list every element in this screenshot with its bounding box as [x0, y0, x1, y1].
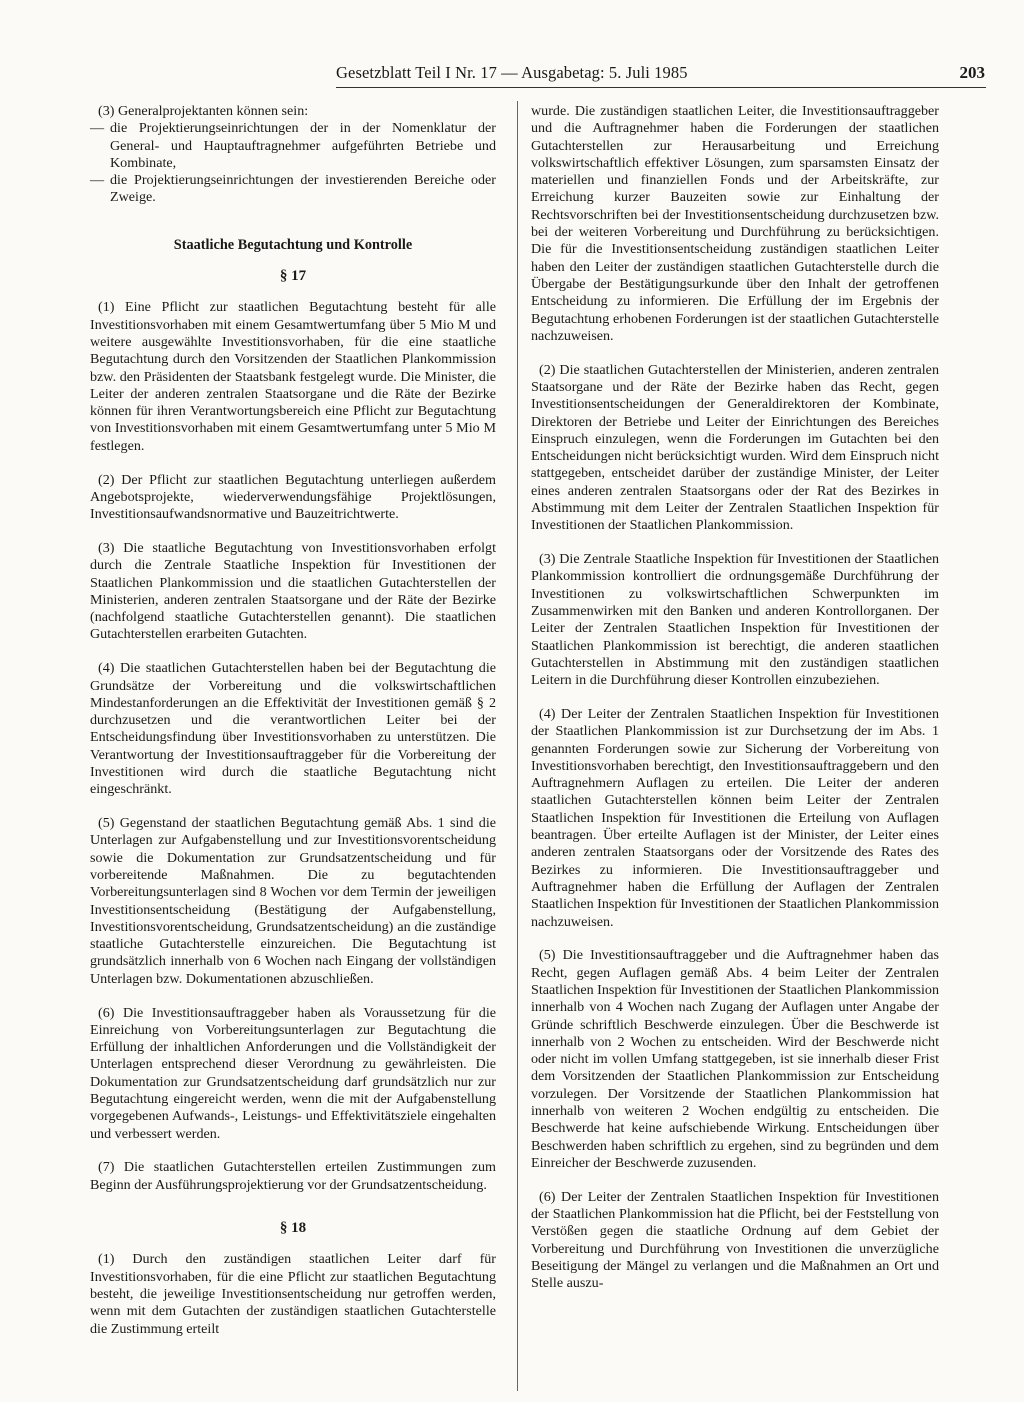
- paragraph-18-4: (4) Der Leiter der Zentralen Staatlichen Inspektion für Investitionen der Staatlichen Plankommission ist zur Durchsetzung der im Abs. 1 genannten Forderungen sowie zur Sicherung der Vorbereitung von Investitionsvorhaben berechtigt, den Investitionsauftraggebern und den Auftragnehmern Auflagen zu erteilen. Die Leiter der anderen staatlichen Gutachterstellen können beim Leiter der Zentralen Staatlichen Inspektion für Investitionen die Erteilung von Auflagen beantragen. Über erteilte Auflagen ist der Minister, der Leiter eines anderen zentralen Staatsorgans oder der Vorsitzende des Rates des Bezirkes zu informieren. Die Investitionsauftraggeber und Auftragnehmer haben die Erfüllung der Auflagen der Zentralen Staatlichen Inspektion für Investitionen der Staatlichen Plankommission nachzuweisen.: [531, 706, 939, 930]
- paragraph-16-3: (3) Generalprojektanten können sein:: [98, 103, 309, 119]
- paragraph-17-4: (4) Die staatlichen Gutachterstellen haben bei der Begutachtung die Grundsätze der Vorbereitung und die volkswirtschaftlichen Mindestanforderungen an die Effektivität der Investitionen gemäß § 2 durchzusetzen und die verantwortlichen Leiter bei der Entscheidungsfindung über Investitionsvorhaben zu unterstützen. Die Verantwortung der Investitionsauftraggeber für die Vorbereitung der Investitionen wird durch die staatliche Begutachtung nicht eingeschränkt.: [90, 660, 496, 798]
- list-item: [90, 120, 496, 172]
- page-header: [336, 58, 986, 86]
- list-item-text: die Projektierungseinrichtungen der investierenden Bereiche oder Zweige.: [110, 172, 496, 206]
- paragraph-17-5: (5) Gegenstand der staatlichen Begutachtung gemäß Abs. 1 sind die Unterlagen zur Aufgabenstellung und zur Investitionsvorentscheidung sowie die Dokumentation zur Grundsatzentscheidung und für vorbereitende Maßnahmen. Die zu begutachtenden Vorbereitungsunterlagen sind 8 Wochen vor dem Termin der jeweiligen Investitionsentscheidung (Bestätigung der Aufgabenstellung, Investitionsvorentscheidung, Grundsatzentscheidung) an die zuständige staatliche Gutachterstelle einzureichen. Die Begutachtung ist grundsätzlich innerhalb von 6 Wochen nach Eingang der vollständigen Unterlagen bzw. Dokumentationen abzuschließen.: [90, 815, 496, 987]
- paragraph-17-2: (2) Der Pflicht zur staatlichen Begutachtung unterliegen außerdem Angebotsprojekte, wiederverwendungsfähige Projektlösungen, Investitionsaufwandsnormative und Bauzeitrichtwerte.: [90, 471, 496, 523]
- section-heading: Staatliche Begutachtung und Kontrolle: [173, 236, 413, 253]
- dash-marker: —: [90, 120, 105, 137]
- header-rule: [336, 87, 986, 88]
- list-item-text: die Projektierungseinrichtungen der in der Nomenklatur der General- und Hauptauftragnehmer aufgeführten Betriebe und Kombinate,: [110, 120, 496, 171]
- column-divider: [517, 101, 518, 1391]
- paragraph-17-1: (1) Eine Pflicht zur staatlichen Begutachtung besteht für alle Investitionsvorhaben mit einem Gesamtwertumfang über 5 Mio M und weitere ausgewählte Investitionsvorhaben, für die eine staatliche Begutachtung durch den Vorsitzenden der Staatlichen Plankommission bzw. den Präsidenten der Staatsbank festgelegt wurde. Die Minister, die Leiter der anderen zentralen Staatsorgane und die Räte der Bezirke können für ihren Verantwortungsbereich eine Pflicht zur Begutachtung von Investitionsvorhaben mit einem Gesamtwertumfang unter 5 Mio M festlegen.: [90, 299, 496, 454]
- right-column: [531, 103, 939, 1293]
- paragraph-17-7: (7) Die staatlichen Gutachterstellen erteilen Zustimmungen zum Beginn der Ausführungsprojektierung vor der Grundsatzentscheidung.: [90, 1159, 496, 1193]
- list-item: [90, 172, 496, 207]
- paragraph-18-6: (6) Der Leiter der Zentralen Staatlichen Inspektion für Investitionen der Staatlichen Plankommission hat die Pflicht, bei der Feststellung von Verstößen gegen die staatliche Ordnung auf dem Gebiet der Vorbereitung und Durchführung von Investitionen die unverzügliche Beseitigung der Mängel zu verlangen und die Maßnahmen an Ort und Stelle auszu-: [531, 1188, 939, 1292]
- paragraph-sign-17: § 17: [279, 268, 307, 285]
- header-title: Gesetzblatt Teil I Nr. 17 — Ausgabetag: 5. Juli 1985: [336, 63, 688, 82]
- paragraph-18-1: (1) Durch den zuständigen staatlichen Leiter darf für Investitionsvorhaben, für die eine Pflicht zur staatlichen Begutachtung besteht, die jeweilige Investitionsentscheidung nur getroffen werden, wenn mit dem Gutachten der zuständigen staatlichen Gutachterstelle die Zustimmung erteilt: [90, 1251, 496, 1337]
- dash-marker: —: [90, 172, 105, 189]
- paragraph-18-5: (5) Die Investitionsauftraggeber und die Auftragnehmer haben das Recht, gegen Auflagen gemäß Abs. 4 beim Leiter der Zentralen Staatlichen Inspektion für Investitionen der Staatlichen Plankommission innerhalb von 4 Wochen nach Zugang der Auflagen unter Angabe der Gründe schriftlich Beschwerde einzulegen. Über die Beschwerde ist innerhalb von 2 Wochen zu entscheiden. Wird der Beschwerde nicht oder nicht im vollen Umfang stattgegeben, ist sie innerhalb dieser Frist dem Vorsitzenden der Staatlichen Plankommission zur Entscheidung vorzulegen. Der Vorsitzende der Staatlichen Plankommission hat innerhalb von weiteren 2 Wochen endgültig zu entscheiden. Die Beschwerde hat keine aufschiebende Wirkung. Entscheidungen über Beschwerden haben schriftlich zu ergehen, sind zu begründen und dem Einreicher der Beschwerde zuzusenden.: [531, 947, 939, 1171]
- paragraph-18-1-continued: wurde. Die zuständigen staatlichen Leiter, die Investitionsauftraggeber und die Auftragnehmer haben die Forderungen der staatlichen Gutachterstellen zur Herausarbeitung und Erreichung volkswirtschaftlich effektiver Lösungen, zum sparsamsten Einsatz der materiellen und finanziellen Fonds und der Arbeitskräfte, zur Erreichung kurzer Bauzeiten sowie zur Einhaltung der Rechtsvorschriften bei der Investitionsentscheidung durchzusetzen bzw. bei der weiteren Vorbereitung und Durchführung zu berücksichtigen. Die für die Investitionsentscheidung zuständigen staatlichen Leiter haben den Leiter der zuständigen staatlichen Gutachterstelle durch die Übergabe der Bestätigungsurkunde über den Inhalt der getroffenen Entscheidung zu informieren. Die Erfüllung der im Ergebnis der Begutachtung erhobenen Forderungen ist der staatlichen Gutachterstelle nachzuweisen.: [531, 103, 939, 344]
- paragraph-17-6: (6) Die Investitionsauftraggeber haben als Voraussetzung für die Einreichung von Vorbereitungsunterlagen zur Begutachtung die Erfüllung der inhaltlichen Anforderungen und die Vollständigkeit der Unterlagen entsprechend dieser Verordnung zu gewährleisten. Die Dokumentation zur Grundsatzentscheidung darf grundsätzlich nur zur Begutachtung eingereicht werden, wenn die mit der Aufgabenstellung vorgegebenen Aufwands-, Leistungs- und Effektivitätsziele eingehalten und verbessert werden.: [90, 1004, 496, 1142]
- paragraph-sign-18: § 18: [279, 1220, 307, 1237]
- page-number: 203: [959, 63, 985, 82]
- paragraph-18-2: (2) Die staatlichen Gutachterstellen der Ministerien, anderen zentralen Staatsorgane und der Räte der Bezirke haben das Recht, gegen Investitionsentscheidungen der Generaldirektoren der Kombinate, Direktoren der Betriebe und Leiter der Einrichtungen des Bereiches Einspruch einzulegen, wenn die Forderungen im Gutachten bei den Entscheidungen nicht berücksichtigt wurden. Wird dem Einspruch nicht stattgegeben, entscheidet darüber der zuständige Minister, der Leiter eines anderen zentralen Staatsorgans oder der Rat des Bezirkes in Abstimmung mit dem Leiter der Zentralen Staatlichen Inspektion für Investitionen der Staatlichen Plankommission.: [531, 361, 939, 534]
- paragraph-18-3: (3) Die Zentrale Staatliche Inspektion für Investitionen der Staatlichen Plankommission kontrolliert die ordnungsgemäße Durchführung der Investitionen zu volkswirtschaftlichen Schwerpunkten im Zusammenwirken mit den Banken und anderen Kontrollorganen. Der Leiter der Zentralen Staatlichen Inspektion für Investitionen der Staatlichen Plankommission ist berechtigt, die anderen staatlichen Gutachterstellen in Abstimmung mit den zuständigen staatlichen Leitern in die Durchführung dieser Kontrollen einzubeziehen.: [531, 551, 939, 689]
- paragraph-17-3: (3) Die staatliche Begutachtung von Investitionsvorhaben erfolgt durch die Zentrale Staatliche Inspektion für Investitionen der Staatlichen Plankommission und die staatlichen Gutachterstellen der Ministerien, anderen zentralen Staatsorgane und der Räte der Bezirke (nachfolgend staatliche Gutachterstellen genannt). Die staatlichen Gutachterstellen erarbeiten Gutachten.: [90, 539, 496, 643]
- left-column: [90, 103, 496, 1338]
